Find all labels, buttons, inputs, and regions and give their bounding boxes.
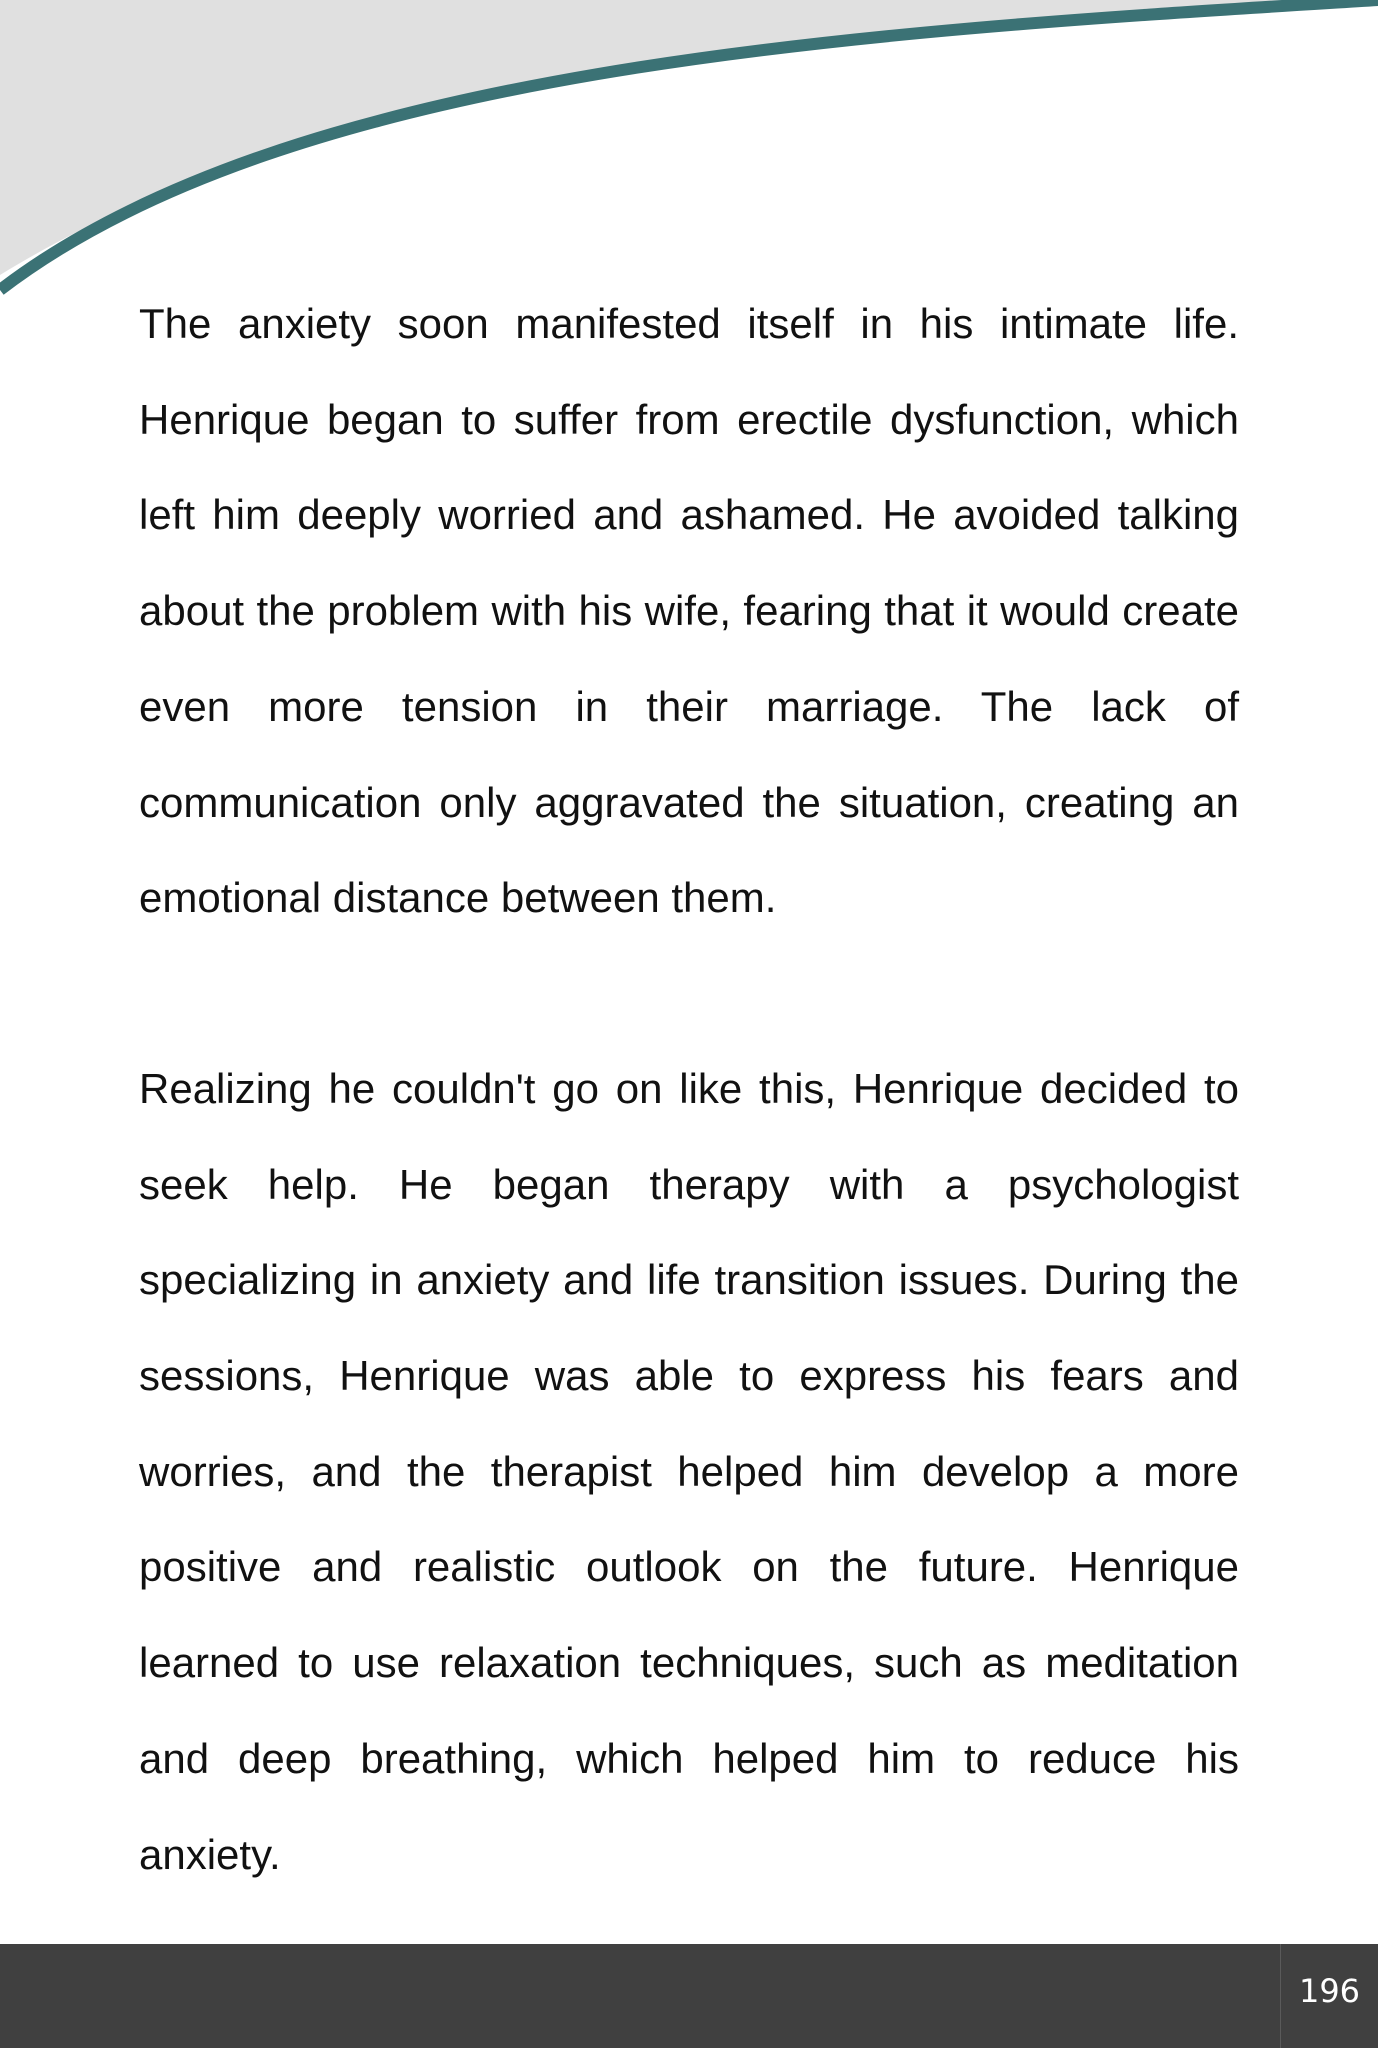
header-gray-fill [0,0,1378,275]
paragraph-2: Realizing he couldn't go on like this, Henrique decided to seek help. He began therapy with a psychologist specializing in anxiety and life transition issues. During the sessions, Henrique was able to express his fears and worries, and the therapist helped him develop a more positive and realistic outlook on the future. Henrique learned to use relaxation techniques, such as meditation and deep breathing, which helped him to reduce his anxiety. [139,1064,1239,1878]
page-number-box [1280,1944,1378,2048]
page-content [139,276,1239,1902]
header-curve-decoration [0,0,1378,300]
page-number: 196 [1298,1972,1361,2010]
footer-bar [0,1944,1378,2048]
paragraph-1: The anxiety soon manifested itself in his intimate life. Henrique began to suffer from erectile dysfunction, which left him deeply worried and ashamed. He avoided talking about the problem with his wife, fearing that it would create even more tension in their marriage. The lack of communication only aggravated the situation, creating an emotional distance between them. [139,300,1239,922]
